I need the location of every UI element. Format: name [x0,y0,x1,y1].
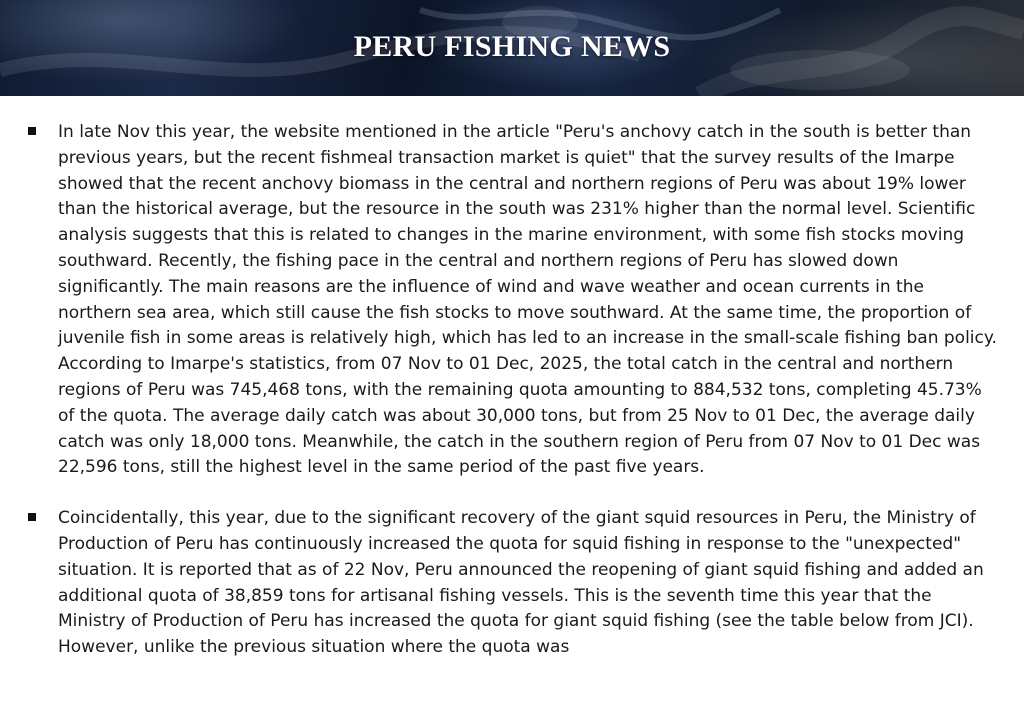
paragraph-text: In late Nov this year, the website mentioned in the article "Peru's anchovy catch in the south is better than previous years, but the recent fishmeal transaction market is quiet" that the survey results of the Imarpe showed that the recent anchovy biomass in the central and northern regions of Peru was about 19% lower than the historical average, but the resource in the south was 231% higher than the normal level. Scientific analysis suggests that this is related to changes in the marine environment, with some fish stocks moving southward. Recently, the fishing pace in the central and northern regions of Peru has slowed down significantly. The main reasons are the influence of wind and wave weather and ocean currents in the northern sea area, which still cause the fish stocks to move southward. At the same time, the proportion of juvenile fish in some areas is relatively high, which has led to an increase in the small-scale fishing ban policy. According to Imarpe's statistics, from 07 Nov to 01 Dec, 2025, the total catch in the central and northern regions of Peru was 745,468 tons, with the remaining quota amounting to 884,532 tons, completing 45.73% of the quota. The average daily catch was about 30,000 tons, but from 25 Nov to 01 Dec, the average daily catch was only 18,000 tons. Meanwhile, the catch in the southern region of Peru from 07 Nov to 01 Dec was 22,596 tons, still the highest level in the same period of the past five years. [58,122,997,478]
list-item [24,506,1000,661]
list-item [24,120,1000,481]
page-title: PERU FISHING NEWS [353,30,671,63]
article-body [24,120,1000,686]
header-banner [0,0,1024,96]
paragraph-text: Coincidentally, this year, due to the significant recovery of the giant squid resources in Peru, the Ministry of Production of Peru has continuously increased the quota for squid fishing in response to the "unexpected" situation. It is reported that as of 22 Nov, Peru announced the reopening of giant squid fishing and added an additional quota of 38,859 tons for artisanal fishing vessels. This is the seventh time this year that the Ministry of Production of Peru has increased the quota for giant squid fishing (see the table below from JCI). However, unlike the previous situation where the quota was [58,508,984,658]
square-bullet-icon [28,127,36,135]
square-bullet-icon [28,513,36,521]
